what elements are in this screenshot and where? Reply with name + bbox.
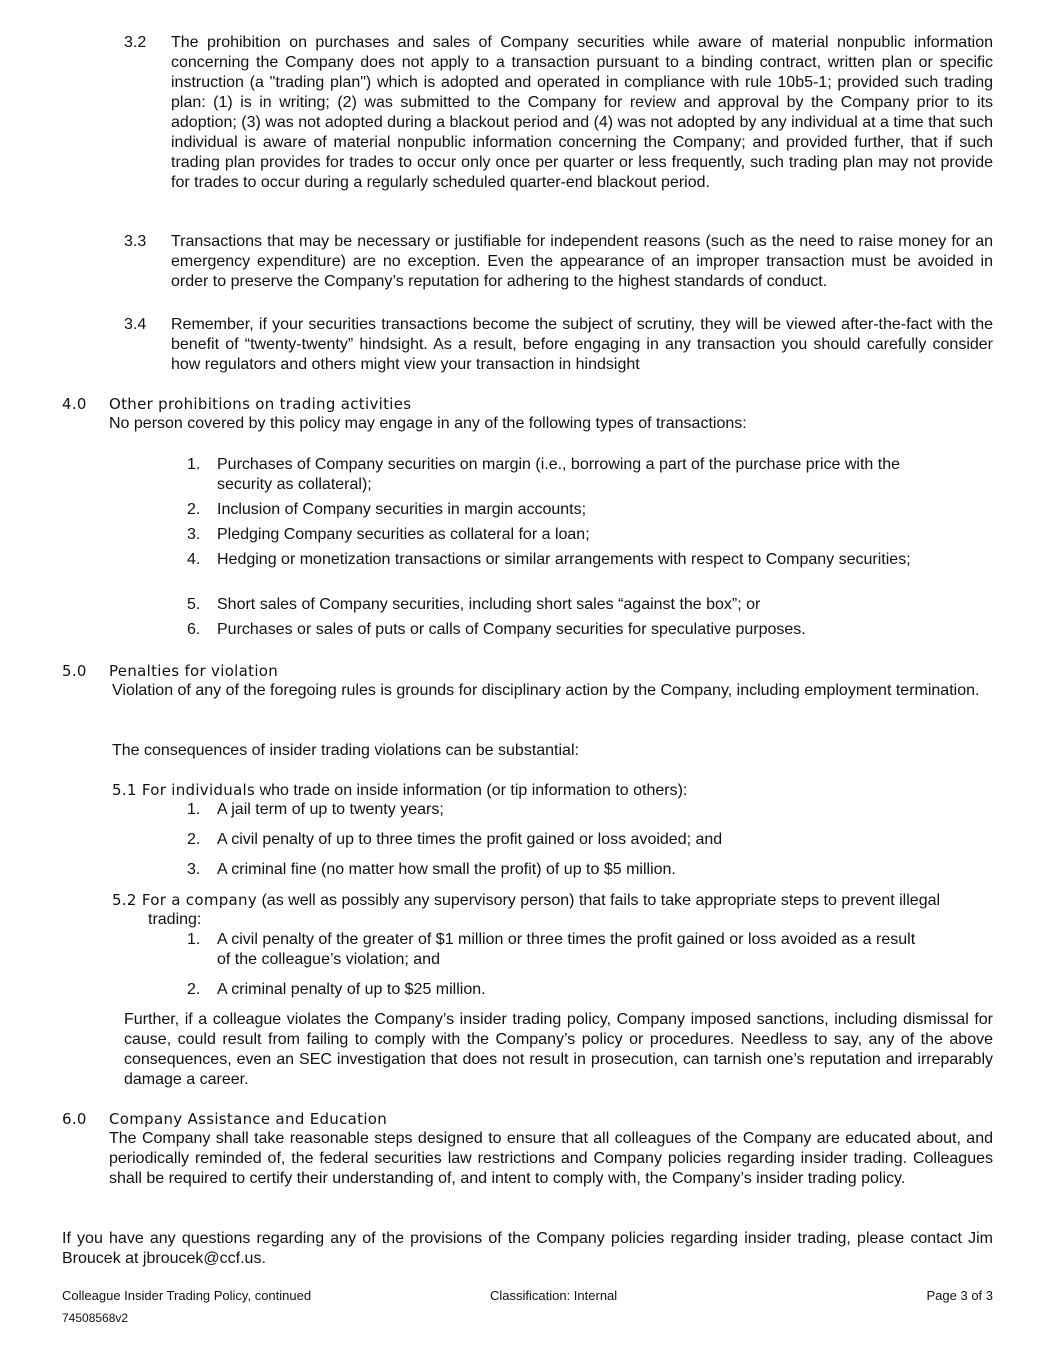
para-3-2-number: 3.2 — [124, 34, 147, 51]
subsection-5-1-heading — [112, 780, 993, 801]
subsection-5-2-heading — [112, 890, 993, 911]
list-item-number: 6. — [187, 621, 201, 638]
list-item-number: 2. — [187, 501, 201, 518]
list-item-number: 3. — [187, 526, 201, 543]
list-item-number: 1. — [187, 931, 201, 948]
footer-title: Colleague Insider Trading Policy, continued — [62, 1288, 312, 1303]
footer-doc-id: 74508568v2 — [62, 1311, 129, 1325]
list-item: A civil penalty of the greater of $1 million or three times the profit gained or loss avoided as a result of the colleague’s violation; and — [217, 931, 916, 968]
list-item: Pledging Company securities as collateral for a loan; — [217, 526, 590, 543]
list-item: A civil penalty of up to three times the profit gained or loss avoided; and — [217, 831, 723, 848]
contact-paragraph: If you have any questions regarding any of the provisions of the Company policies regarding insider trading, please contact Jim Broucek at jbroucek@ccf.us. — [62, 1230, 993, 1267]
section-5-further: Further, if a colleague violates the Company’s insider trading policy, Company imposed sanctions, including dismissal for cause, could result from failing to comply with the Company’s policy or procedures. Needless to say, any of the above consequences, even an SEC investigation that does not result in prosecution, can tarnish one’s reputation and irreparably damage a career. — [124, 1011, 993, 1088]
list-item-number: 1. — [187, 801, 201, 818]
section-4-intro: No person covered by this policy may engage in any of the following types of transactions: — [109, 415, 747, 432]
section-6-number: 6.0 — [62, 1110, 87, 1128]
subsection-5-1-label: 5.1 For individuals — [112, 781, 256, 799]
subsection-5-2-label: 5.2 For a company — [112, 891, 258, 909]
list-item-number: 3. — [187, 861, 201, 878]
section-6-title: Company Assistance and Education — [109, 1110, 388, 1128]
footer-classification: Classification: Internal — [490, 1288, 618, 1303]
para-3-3-text: Transactions that may be necessary or justifiable for independent reasons (such as the need to raise money for an emergency expenditure) are no exception. Even the appearance of an improper transaction must be avoided in order to preserve the Company’s reputation for adhering to the highest standards of conduct. — [171, 233, 993, 290]
list-item: Purchases or sales of puts or calls of Company securities for speculative purposes. — [217, 621, 806, 638]
para-3-4-text: Remember, if your securities transactions become the subject of scrutiny, they will be viewed after-the-fact with the benefit of “twenty-twenty” hindsight. As a result, before engaging in any transaction you should carefully consider how regulators and others might view your transaction in hindsight — [171, 316, 993, 373]
footer-page-number: Page 3 of 3 — [926, 1288, 993, 1303]
list-item: Hedging or monetization transactions or similar arrangements with respect to Company securities; — [217, 551, 911, 568]
list-item-number: 5. — [187, 596, 201, 613]
list-item: A criminal penalty of up to $25 million. — [217, 981, 486, 998]
list-item: A criminal fine (no matter how small the profit) of up to $5 million. — [217, 861, 676, 878]
subsection-5-2-continuation: trading: — [148, 911, 202, 928]
subsection-5-1-text: who trade on inside information (or tip information to others): — [255, 782, 688, 799]
list-item-number: 4. — [187, 551, 201, 568]
list-item: Short sales of Company securities, including short sales “against the box”; or — [217, 596, 761, 613]
section-4-number: 4.0 — [62, 395, 87, 413]
section-5-number: 5.0 — [62, 662, 87, 680]
para-3-4-number: 3.4 — [124, 316, 147, 333]
section-5-para-2: The consequences of insider trading violations can be substantial: — [112, 742, 579, 759]
list-item-number: 2. — [187, 981, 201, 998]
section-5-title: Penalties for violation — [109, 662, 279, 680]
list-item: Inclusion of Company securities in margin accounts; — [217, 501, 587, 518]
subsection-5-2-text: (as well as possibly any supervisory person) that fails to take appropriate steps to prevent illegal — [257, 892, 941, 909]
list-item: Purchases of Company securities on margin (i.e., borrowing a part of the purchase price with the security as collateral); — [217, 456, 900, 493]
para-3-2-text: The prohibition on purchases and sales of Company securities while aware of material nonpublic information concerning the Company does not apply to a transaction pursuant to a binding contract, written plan or specific instruction (a "trading plan") which is adopted and operated in compliance with rule 10b5-1; provided such trading plan: (1) is in writing; (2) was submitted to the Company for review and approval by the Company prior to its adoption; (3) was not adopted during a blackout period and (4) was not adopted by any individual at a time that such individual is aware of material nonpublic information concerning the Company; and provided further, that if such trading plan provides for trades to occur only once per quarter or less frequently, such trading plan may not provide for trades to occur during a regularly scheduled quarter-end blackout period. — [171, 34, 993, 191]
section-5-para-1: Violation of any of the foregoing rules is grounds for disciplinary action by the Company, including employment termination. — [112, 682, 980, 699]
list-item-number: 2. — [187, 831, 201, 848]
para-3-3-number: 3.3 — [124, 233, 147, 250]
list-item: A jail term of up to twenty years; — [217, 801, 444, 818]
section-4-title: Other prohibitions on trading activities — [109, 395, 412, 413]
section-6-text: The Company shall take reasonable steps designed to ensure that all colleagues of the Company are educated about, and periodically reminded of, the federal securities law restrictions and Company policies regarding insider trading. Colleagues shall be required to certify their understanding of, and intent to comply with, the Company’s insider trading policy. — [109, 1130, 993, 1187]
list-item-number: 1. — [187, 456, 201, 473]
